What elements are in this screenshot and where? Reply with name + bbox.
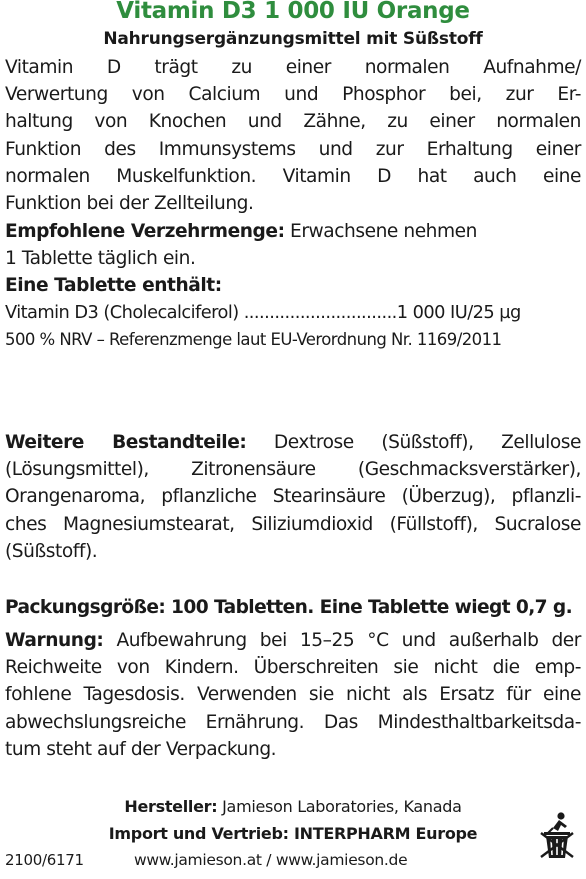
intro-line: Funktion des Immunsystems und zur Erhaltung einer bbox=[5, 138, 581, 160]
trash-bin-disposal-icon bbox=[539, 811, 575, 859]
ingredients-section bbox=[5, 429, 581, 565]
manufacturer-line bbox=[0, 794, 586, 819]
intro-line: Funktion bei der Zellteilung. bbox=[5, 192, 254, 214]
ingredients-text: Dextrose (Süßstoff), Zellulose bbox=[273, 432, 581, 453]
ingredients-line: ches Magnesiumstearat, Siliziumdioxid (Füllstoff), Sucralose bbox=[5, 513, 581, 535]
ingredients-line: (Lösungsmittel), Zitronensäure (Geschmacksverstärker), bbox=[5, 459, 581, 481]
intro-paragraph bbox=[5, 54, 581, 217]
ingredients-heading: Weitere Bestandteile: bbox=[5, 432, 247, 453]
product-title: Vitamin D3 1 000 IU Orange bbox=[116, 0, 470, 24]
contents-section bbox=[5, 272, 581, 354]
dosage-text: Erwachsene nehmen bbox=[290, 221, 478, 242]
warning-line: Reichweite von Kindern. Überschreiten sie nicht die emp- bbox=[5, 657, 581, 679]
warning-line: abwechslungsreiche Ernährung. Das Mindesthaltbarkeitsda- bbox=[5, 711, 581, 733]
warning-line: tum steht auf der Verpackung. bbox=[5, 738, 277, 760]
manufacturer-heading: Hersteller: bbox=[124, 797, 218, 816]
intro-line: normalen Muskelfunktion. Vitamin D hat auch eine bbox=[5, 165, 581, 187]
intro-line: Vitamin D trägt zu einer normalen Aufnahme/ bbox=[5, 57, 581, 78]
manufacturer-value: Jamieson Laboratories, Kanada bbox=[222, 797, 462, 816]
intro-line: Verwertung von Calcium und Phosphor bei, zur Er- bbox=[5, 84, 581, 106]
contents-heading: Eine Tablette enthält: bbox=[5, 275, 222, 296]
ingredients-line: Orangenaroma, pflanzliche Stearinsäure (Überzug), pflanzli- bbox=[5, 486, 581, 508]
warning-heading: Warnung: bbox=[5, 630, 104, 651]
contents-row: Vitamin D3 (Cholecalciferol) ..............................1 000 IU/25 µg bbox=[5, 302, 521, 324]
nrv-note: 500 % NRV – Referenzmenge laut EU-Verordnung Nr. 1169/2011 bbox=[5, 330, 502, 350]
warning-line: fohlene Tagesdosis. Verwenden sie nicht als Ersatz für eine bbox=[5, 684, 581, 706]
import-line: Import und Vertrieb: INTERPHARM Europe bbox=[108, 824, 478, 843]
website-links: www.jamieson.at / www.jamieson.de bbox=[134, 851, 408, 869]
dosage-heading: Empfohlene Verzehrmenge: bbox=[5, 221, 285, 242]
warning-section bbox=[5, 627, 581, 763]
package-size: Packungsgröße: 100 Tabletten. Eine Tablette wiegt 0,7 g. bbox=[5, 597, 573, 618]
ingredients-line: (Süßstoff). bbox=[5, 540, 98, 562]
dosage-text-2: 1 Tablette täglich ein. bbox=[5, 248, 196, 270]
warning-text: Aufbewahrung bei 15–25 °C und außerhalb der bbox=[116, 630, 581, 651]
intro-line: haltung von Knochen und Zähne, zu einer normalen bbox=[5, 111, 581, 133]
dosage-section bbox=[5, 218, 581, 272]
product-subtitle: Nahrungsergänzungsmittel mit Süßstoff bbox=[103, 29, 483, 49]
product-code: 2100/6171 bbox=[5, 851, 84, 869]
